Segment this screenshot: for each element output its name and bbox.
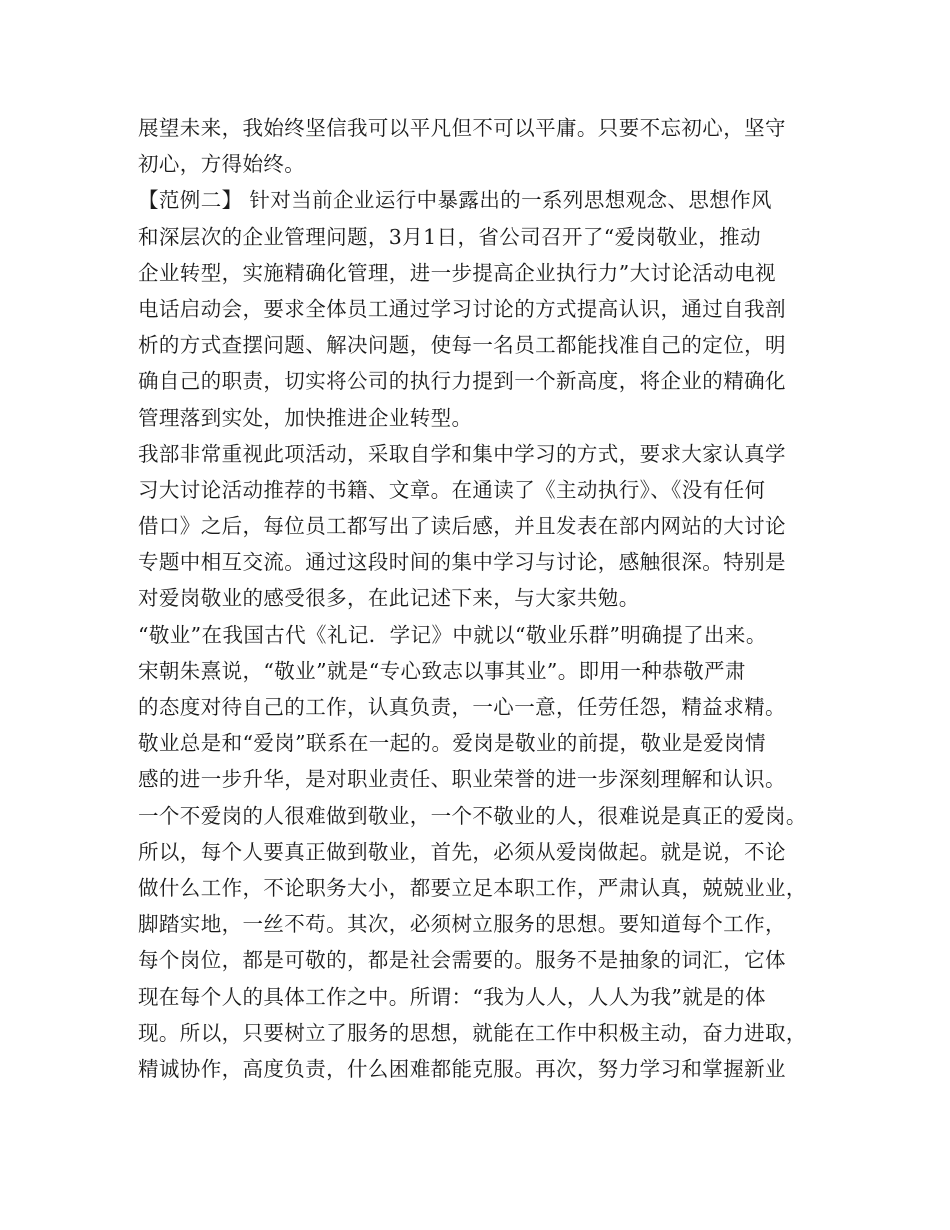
text-line: 敬业总是和“爱岗”联系在一起的。爱岗是敬业的前提，敬业是爱岗情 [138, 731, 766, 756]
text-line: 我部非常重视此项活动，采取自学和集中学习的方式，要求大家认真学 [138, 441, 786, 466]
text-line: 企业转型，实施精确化管理，进一步提高企业执行力”大讨论活动电视 [138, 260, 776, 285]
text-line: 借口》之后，每位员工都写出了读后感，并且发表在部内网站的大讨论 [138, 514, 786, 539]
text-line: 脚踏实地，一丝不苟。其次，必须树立服务的思想。要知道每个工作， [138, 912, 786, 937]
text-line: 专题中相互交流。通过这段时间的集中学习与讨论，感触很深。特别是 [138, 550, 786, 575]
text-line: 习大讨论活动推荐的书籍、文章。在通读了《主动执行》、《没有任何 [138, 477, 766, 502]
text-line: 展望未来，我始终坚信我可以平凡但不可以平庸。只要不忘初心，坚守 [138, 116, 786, 140]
text-line: 做什么工作，不论职务大小，都要立足本职工作，严肃认真，兢兢业业， [138, 875, 807, 900]
text-line: 感的进一步升华，是对职业责任、职业荣誉的进一步深刻理解和认识。 [138, 767, 786, 792]
text-line: 宋朝朱熹说，“敬业”就是“专心致志以事其业”。即用一种恭敬严肃 [138, 658, 746, 683]
text-line: 对爱岗敬业的感受很多，在此记述下来，与大家共勉。 [138, 586, 640, 611]
body-text [138, 110, 838, 1087]
text-line: 电话启动会，要求全体员工通过学习讨论的方式提高认识，通过自我剖 [138, 296, 786, 321]
text-line: 每个岗位，都是可敬的，都是社会需要的。服务不是抽象的词汇，它体 [138, 948, 786, 973]
text-line: 现。所以，只要树立了服务的思想，就能在工作中积极主动，奋力进取， [138, 1020, 807, 1045]
text-line: 初心，方得始终。 [138, 152, 306, 177]
text-line: 析的方式查摆问题、解决问题，使每一名员工都能找准自己的定位，明 [138, 333, 786, 358]
text-line: 现在每个人的具体工作之中。所谓：“我为人人，人人为我”就是的体 [138, 984, 766, 1009]
text-line: 确自己的职责，切实将公司的执行力提到一个新高度，将企业的精确化 [138, 369, 786, 394]
text-line: 一个不爱岗的人很难做到敬业，一个不敬业的人，很难说是真正的爱岗。 [138, 803, 807, 828]
text-line: “敬业”在我国古代《礼记．学记》中就以“敬业乐群”明确提了出来。 [138, 622, 767, 647]
text-line: 的态度对待自己的工作，认真负责，一心一意，任劳任怨，精益求精。 [138, 695, 786, 719]
text-line: 管理落到实处，加快推进企业转型。 [138, 405, 473, 430]
text-line: 【范例二】 针对当前企业运行中暴露出的一系列思想观念、思想作风 [138, 188, 772, 213]
text-line: 精诚协作，高度负责，什么困难都能克服。再次，努力学习和掌握新业 [138, 1056, 786, 1081]
text-line: 所以，每个人要真正做到敬业，首先，必须从爱岗做起。就是说，不论 [138, 839, 786, 864]
text-line: 和深层次的企业管理问题，3月1日，省公司召开了“爱岗敬业，推动 [138, 224, 761, 249]
